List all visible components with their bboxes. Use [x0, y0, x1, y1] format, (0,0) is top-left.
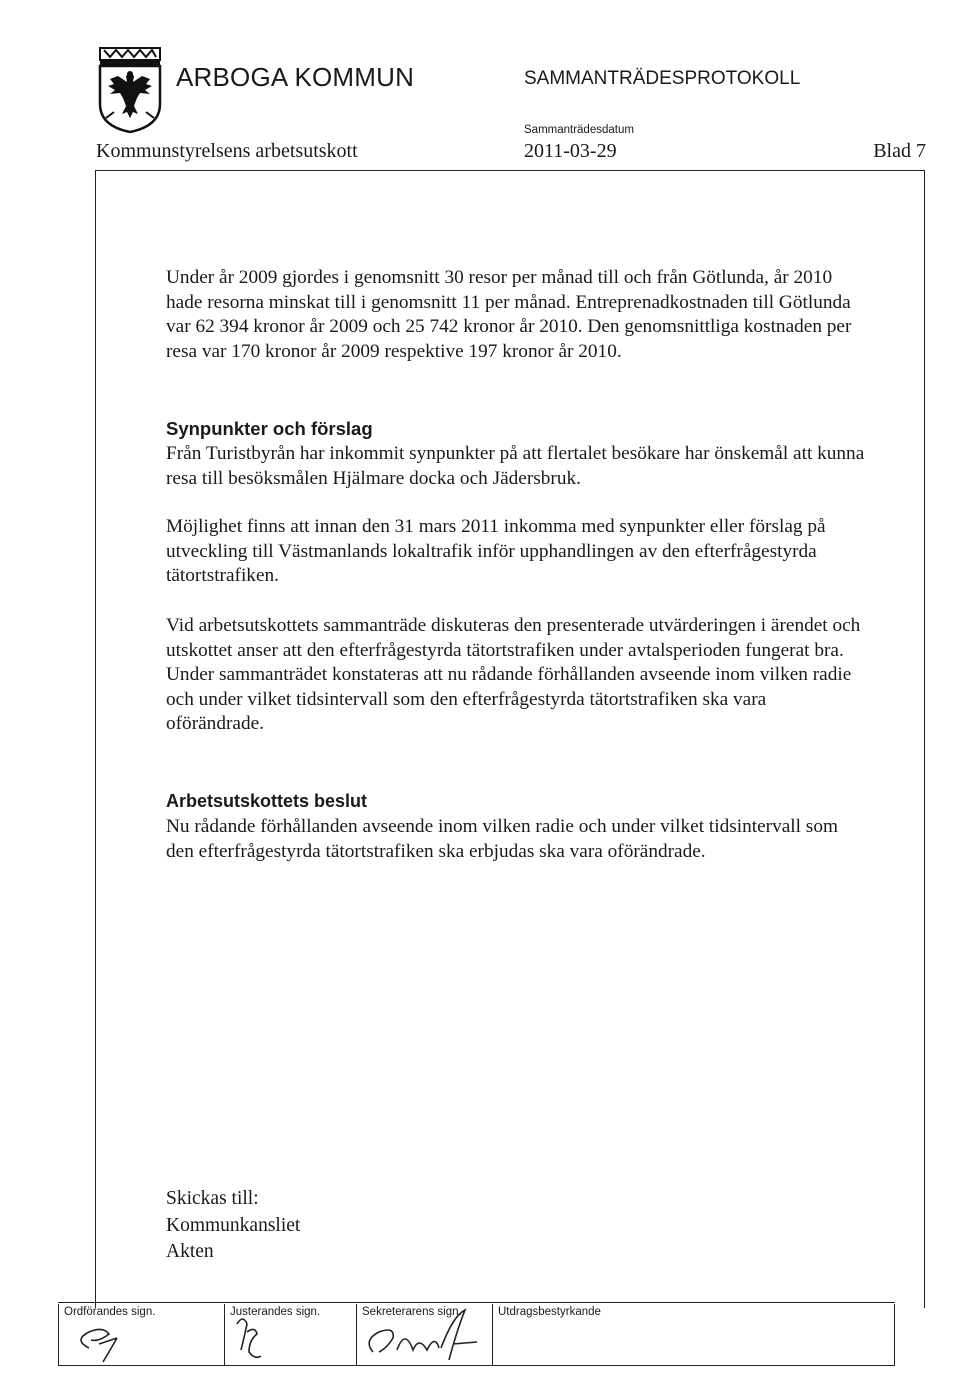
distribution-list [166, 1186, 866, 1266]
adjuster-signature-label: Justerandes sign. [230, 1306, 321, 1318]
meeting-date-label: Sammanträdesdatum [524, 124, 634, 136]
signature-strip-divider [58, 1302, 895, 1303]
heading-synpunkter: Synpunkter och förslag [166, 418, 373, 439]
extract-certification-box [492, 1304, 895, 1366]
recipient-item: Akten [166, 1241, 214, 1262]
adjuster-handwritten-signature [225, 1304, 357, 1366]
meeting-date: 2011-03-29 [524, 140, 617, 162]
chair-handwritten-signature [59, 1304, 225, 1366]
chair-signature-label: Ordförandes sign. [64, 1306, 156, 1318]
chair-signature-box [58, 1304, 224, 1366]
paragraph-trip-statistics: Under år 2009 gjordes i genomsnitt 30 resor per månad till och från Götlunda, år 2010 hade resorna minskat till i genomsnitt 11 per månad. Entreprenadkostnaden till Götlunda var 62 394 kronor år 2009 och 25 742 kronor år 2010. Den genomsnittliga kostnaden per resa var 170 kronor år 2009 respektive 197 kronor år 2010. [166, 267, 852, 362]
distribution-label: Skickas till: [166, 1188, 259, 1209]
paragraph-discussion: Vid arbetsutskottets sammanträde diskuteras den presenterade utvärderingen i ärendet och utskottet anser att den efterfrågestyrda tätortstrafiken under avtalsperioden fungerat bra. Under sammanträdet konstateras att nu rådande förhållanden avseende inom vilken radie och under vilket tidsintervall som den efterfrågestyrda tätortstrafiken ska vara oförändrade. [166, 615, 861, 734]
extract-certification-label: Utdragsbestyrkande [498, 1306, 601, 1318]
adjuster-signature-box [224, 1304, 356, 1366]
organization-name: ARBOGA KOMMUN [176, 62, 415, 92]
heading-decision: Arbetsutskottets beslut [166, 791, 368, 811]
coat-of-arms-eagle-icon [96, 46, 164, 134]
recipient-item: Kommunkansliet [166, 1214, 301, 1236]
secretary-handwritten-signature [357, 1304, 493, 1366]
committee-name: Kommunstyrelsens arbetsutskott [96, 140, 358, 162]
paragraph-deadline: Möjlighet finns att innan den 31 mars 2011 inkomma med synpunkter eller förslag på utveckling till Västmanlands lokaltrafik inför upphandlingen av den efterfrågestyrda tätortstrafiken. [166, 516, 826, 586]
secretary-signature-box [356, 1304, 492, 1366]
paragraph-tourist-office: Från Turistbyrån har inkommit synpunkter på att flertalet besökare har önskemål att kunna resa till besöksmålen Hjälmare docka och Jädersbruk. [166, 443, 865, 489]
secretary-signature-label: Sekreterarens sign. [362, 1306, 462, 1318]
paragraph-decision: Nu rådande förhållanden avseende inom vilken radie och under vilket tidsintervall som den efterfrågestyrda tätortstrafiken ska erbjudas ska vara oförändrade. [166, 816, 838, 862]
sheet-number: Blad 7 [873, 140, 926, 162]
document-type: SAMMANTRÄDESPROTOKOLL [524, 68, 801, 89]
